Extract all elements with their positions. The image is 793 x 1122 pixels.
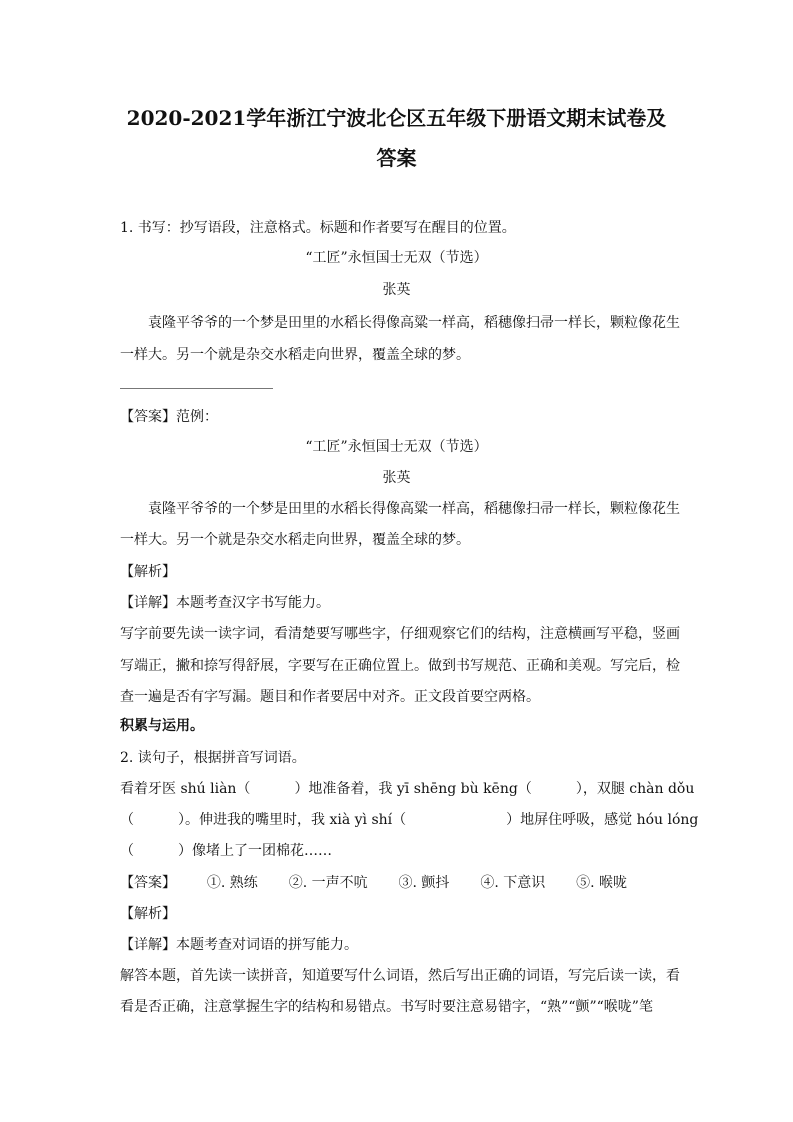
- q2-sentence-line2: [120, 810, 698, 830]
- q1-answer-author: 张英: [382, 470, 411, 486]
- q1-passage-title: “工匠”永恒国士无双（节选）: [305, 250, 488, 266]
- q1-answer-title: “工匠”永恒国士无双（节选）: [305, 439, 488, 455]
- separator-rule: [120, 388, 273, 389]
- q1-detail: 【详解】本题考查汉字书写能力。: [120, 595, 330, 611]
- q1-detail-line3: 查一遍是否有字写漏。题目和作者要居中对齐。正文段首要空两格。: [120, 689, 540, 705]
- section-heading: 积累与运用。: [120, 718, 204, 734]
- q2-l1-part1: 看着牙医 shú liàn（: [120, 781, 251, 797]
- q2-answer-5: ⑤. 喉咙: [576, 875, 628, 891]
- q1-answer-para-line1: 袁隆平爷爷的一个梦是田里的水稻长得像高粱一样高，稻穗像扫帚一样长，颗粒像花生: [148, 501, 680, 517]
- q2-answer-3: ③. 颤抖: [398, 875, 450, 891]
- q2-detail-line1: 解答本题，首先读一读拼音，知道要写什么词语，然后写出正确的词语，写完后读一读，看: [120, 968, 680, 984]
- q2-l2-part3: ）地屏住呼吸，感觉 hóu lóng: [506, 812, 699, 828]
- q2-l1-part2: ）地准备着，我 yī shēng bù kēng（: [294, 781, 532, 797]
- q1-analysis-label: 【解析】: [120, 564, 176, 580]
- q2-answer-4: ④. 下意识: [480, 875, 546, 891]
- q2-stem: 2. 读句子，根据拼音写词语。: [120, 750, 306, 766]
- q2-answer-row: [120, 873, 627, 893]
- q1-detail-line1: 写字前要先读一读字词，看清楚要写哪些字，仔细观察它们的结构，注意横画写平稳，竖画: [120, 626, 680, 642]
- q2-answer-2: ②. 一声不吭: [288, 875, 368, 891]
- q1-para-line1: 袁隆平爷爷的一个梦是田里的水稻长得像高粱一样高，稻穗像扫帚一样长，颗粒像花生: [148, 315, 680, 331]
- q1-author: 张英: [382, 282, 411, 298]
- q2-sentence-line3: [120, 841, 332, 861]
- q2-analysis-label: 【解析】: [120, 906, 176, 922]
- q1-para-line2: 一样大。另一个就是杂交水稻走向世界，覆盖全球的梦。: [120, 347, 470, 363]
- document-title-line1: 2020-2021学年浙江宁波北仑区五年级下册语文期末试卷及: [126, 106, 667, 130]
- q2-answer-label: 【答案】: [120, 875, 176, 891]
- q2-detail-line2: 看是否正确，注意掌握生字的结构和易错点。书写时要注意易错字，“熟”“颤”“喉咙”笔: [120, 999, 653, 1015]
- document-title-line2: 答案: [376, 146, 417, 170]
- q1-detail-line2: 写端正，撇和捺写得舒展，字要写在正确位置上。做到书写规范、正确和美观。写完后，检: [120, 658, 680, 674]
- q1-answer-label: 【答案】范例：: [120, 409, 218, 425]
- q1-stem: 1. 书写：抄写语段，注意格式。标题和作者要写在醒目的位置。: [120, 220, 516, 236]
- q1-answer-para-line2: 一样大。另一个就是杂交水稻走向世界，覆盖全球的梦。: [120, 532, 470, 548]
- q2-answer-1: ①. 熟练: [206, 875, 258, 891]
- q2-l3-part1: （: [120, 843, 134, 859]
- q2-l2-part1: （: [120, 812, 134, 828]
- q2-sentence-line1: [120, 779, 694, 799]
- q2-l2-part2: ）。伸进我的嘴里时，我 xià yì shí（: [178, 812, 407, 828]
- q2-l1-part3: ），双腿 chàn dǒu: [575, 781, 695, 797]
- q2-l3-part2: ）像堵上了一团棉花……: [178, 843, 332, 859]
- q2-detail: 【详解】本题考查对词语的拼写能力。: [120, 937, 358, 953]
